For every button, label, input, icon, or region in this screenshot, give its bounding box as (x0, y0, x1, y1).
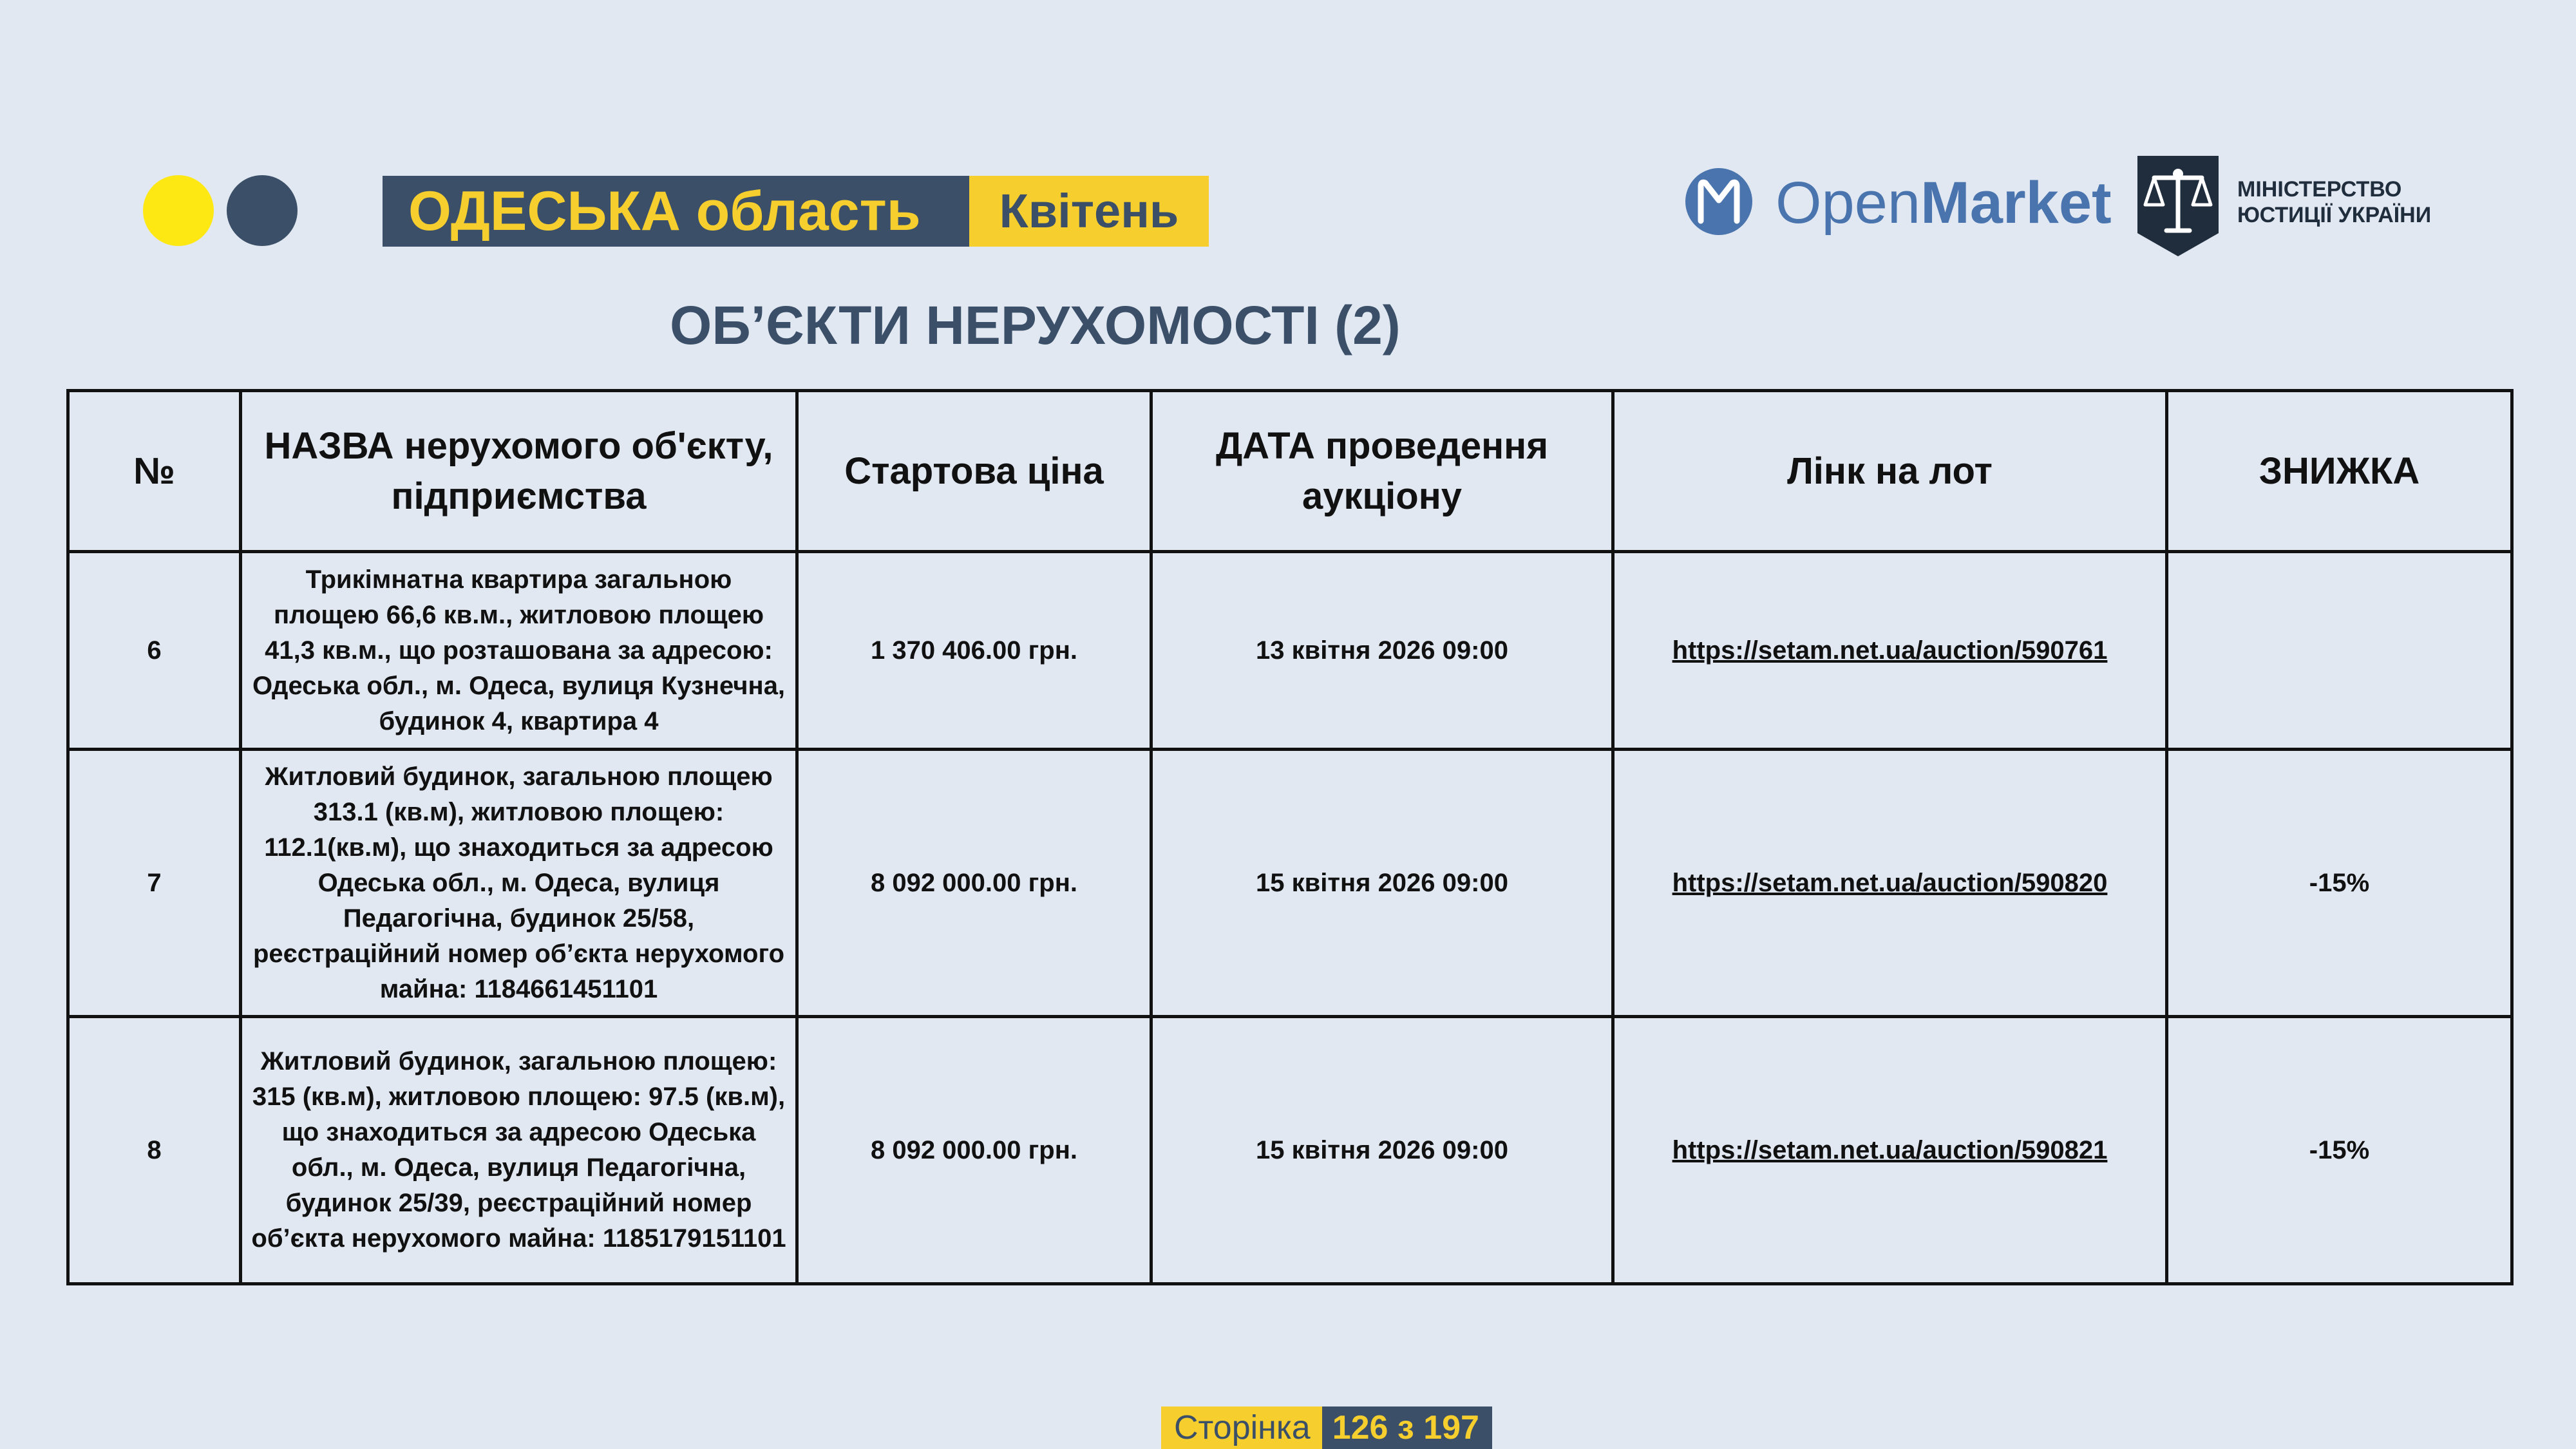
cell-link (1613, 750, 2167, 1017)
brand-market-text: Market (1920, 170, 2112, 236)
ministry-name-line1: МІНІСТЕРСТВО (2237, 177, 2402, 202)
cell-name: Житловий будинок, загальною площею: 315 (кв.м), житловою площею: 97.5 (кв.м), що знаходиться за адресою Одеська обл., м. Одеса, вулиця Педагогічна, будинок 25/39, реєстраційний номер об’єкта нерухомого майна: 1185179151101 (241, 1017, 797, 1284)
cell-discount (2167, 552, 2512, 750)
table-row (68, 552, 2512, 750)
page-title: ОБ’ЄКТИ НЕРУХОМОСТІ (2) (670, 295, 1401, 355)
ministry-name-line2: ЮСТИЦІЇ УКРАЇНИ (2237, 203, 2432, 227)
header-number: № (68, 391, 241, 552)
openmarket-wordmark (1776, 171, 2112, 235)
cell-date: 15 квітня 2026 09:00 (1151, 750, 1613, 1017)
auction-link[interactable]: https://setam.net.ua/auction/590761 (1672, 636, 2108, 665)
ministry-scales-icon (2136, 155, 2220, 258)
cell-name: Трикімнатна квартира загальною площею 66,6 кв.м., житловою площею 41,3 кв.м., що розташована за адресою: Одеська обл., м. Одеса, вулиця Кузнечна, будинок 4, квартира 4 (241, 552, 797, 750)
cell-link (1613, 552, 2167, 750)
cell-price: 1 370 406.00 грн. (797, 552, 1151, 750)
cell-date: 13 квітня 2026 09:00 (1151, 552, 1613, 750)
header-discount: ЗНИЖКА (2167, 391, 2512, 552)
cell-name: Житловий будинок, загальною площею 313.1 (кв.м), житловою площею: 112.1(кв.м), що знаходиться за адресою Одеська обл., м. Одеса, вулиця Педагогічна, будинок 25/58, реєстраційний номер об’єкта нерухомого майна: 1184661451101 (241, 750, 797, 1017)
cell-discount: -15% (2167, 1017, 2512, 1284)
openmarket-logo (1684, 164, 2112, 242)
openmarket-logo-icon (1684, 167, 1754, 236)
table-row (68, 1017, 2512, 1284)
table-header-row (68, 391, 2512, 552)
yellow-dot-decoration (143, 175, 214, 246)
page-label: Сторінка (1161, 1406, 1322, 1449)
month-label: Квітень (969, 176, 1209, 247)
cell-date: 15 квітня 2026 09:00 (1151, 1017, 1613, 1284)
cell-number: 8 (68, 1017, 241, 1284)
cell-number: 6 (68, 552, 241, 750)
page-count: 126 з 197 (1322, 1406, 1492, 1449)
brand-open-text: Open (1776, 170, 1921, 236)
region-label: ОДЕСЬКА область (383, 176, 969, 247)
cell-link (1613, 1017, 2167, 1284)
cell-discount: -15% (2167, 750, 2512, 1017)
navy-dot-decoration (227, 175, 298, 246)
header-price: Стартова ціна (797, 391, 1151, 552)
cell-number: 7 (68, 750, 241, 1017)
table-row (68, 750, 2512, 1017)
header-name: НАЗВА нерухомого об'єкту, підприємства (241, 391, 797, 552)
header-link: Лінк на лот (1613, 391, 2167, 552)
page-indicator (1161, 1406, 1492, 1449)
auction-link[interactable]: https://setam.net.ua/auction/590820 (1672, 868, 2108, 897)
header-date: ДАТА проведення аукціону (1151, 391, 1613, 552)
ministry-name (2237, 176, 2443, 228)
auction-link[interactable]: https://setam.net.ua/auction/590821 (1672, 1135, 2108, 1164)
cell-price: 8 092 000.00 грн. (797, 750, 1151, 1017)
lots-table (66, 389, 2514, 1285)
ministry-logo (2136, 155, 2445, 258)
cell-price: 8 092 000.00 грн. (797, 1017, 1151, 1284)
